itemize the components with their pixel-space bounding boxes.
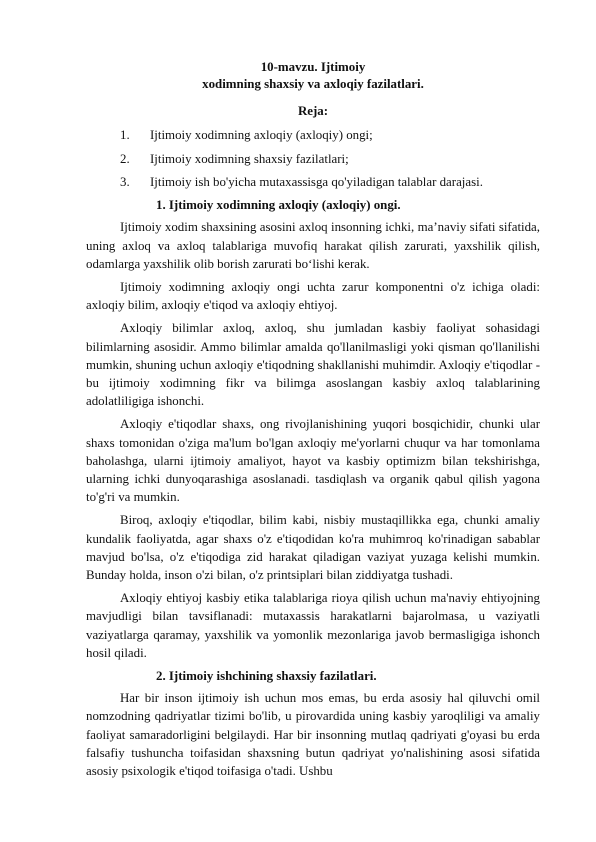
paragraph: Axloqiy e'tiqodlar shaxs, ong rivojlanishining yuqori bosqichidir, chunki ular shaxs tomonidan o'ziga ma'lum bo'lgan axloqiy me'yorlarni chuqur va har tomonlama baholashga, ularni ijtimoiy amaliyot, hayot va kasbiy optimizm bilan tekshirishga, ularning ichki dunyoqarashiga asoslanadi. tasdiqlash va organik qabul qilish yagona to'g'ri va mumkin. — [86, 417, 540, 505]
paragraph: Biroq, axloqiy e'tiqodlar, bilim kabi, nisbiy mustaqillikka ega, chunki amaliy kundalik faoliyatda, agar shaxs o'z e'tiqodidan ko'ra muhimroq ko'rinadigan sabablar mavjud bo'lsa, o'z e'tiqodiga zid harakat qiladigan vaziyat yuzaga kelishi mumkin. Bunday holda, inson o'zi bilan, o'z printsiplari bilan ziddiyatga tushadi. — [86, 513, 540, 582]
plan-list — [86, 126, 540, 191]
plan-item-number: 1. — [120, 128, 130, 143]
section-2-heading: 2. Ijtimoiy ishchining shaxsiy fazilatlari. — [156, 668, 377, 683]
plan-item — [86, 173, 540, 191]
plan-item — [86, 150, 540, 168]
plan-item-number: 2. — [120, 151, 130, 166]
paragraph: Axloqiy ehtiyoj kasbiy etika talablariga rioya qilish uchun ma'naviy ehtiyojning mavjudligi bilan tavsiflanadi: mutaxassis harakatlarni bajarolmasa, u vaziyatli vaziyatlarga qaramay, yaxshilik va yomonlik mezonlariga javob bermasligiga ishonch hosil qiladi. — [86, 591, 540, 660]
plan-item-text: Ijtimoiy xodimning axloqiy (axloqiy) ongi; — [150, 128, 373, 143]
paragraph: Ijtimoiy xodim shaxsining asosini axloq insonning ichki, ma’naviy sifati sifatida, uning axloq va axloq talablariga muvofiq harakat qilish zarurati, yaxshilik qilish, odamlarga yaxshilik olib borish zarurati bo‘lishi kerak. — [86, 220, 540, 271]
plan-item-text: Ijtimoiy xodimning shaxsiy fazilatlari; — [150, 151, 349, 166]
document-title — [86, 59, 540, 93]
paragraph: Axloqiy bilimlar axloq, axloq, shu jumladan kasbiy faoliyat sohasidagi bilimlarning asosidir. Ammo bilimlar amalda qo'llanilmasligi yoki qisman qo'llanilishi mumkin, shuning uchun axloqiy e'tiqodning shakllanishi muhimdir. Axloqiy e'tiqodlar - bu ijtimoiy xodimning fikr va bilimga asoslangan kasbiy axloq talablarining adolatliligiga ishonchi. — [86, 321, 540, 409]
section-1-heading: 1. Ijtimoiy xodimning axloqiy (axloqiy) ongi. — [156, 198, 401, 213]
plan-item-text: Ijtimoiy ish bo'yicha mutaxassisga qo'yiladigan talablar darajasi. — [150, 174, 483, 189]
paragraph: Har bir inson ijtimoiy ish uchun mos emas, bu erda asosiy hal qiluvchi omil nomzodning qadriyatlar tizimi bo'lib, u pirovardida uning kasbiy yaroqliligi va amaliy faoliyat samaradorligini belgilaydi. Har bir insonning mutlaq qadriyati g'oyasi bu erda falsafiy tushuncha toifasidan shaxsning butun qadriyat yo'nalishining asosi sifatida asosiy psixologik e'tiqod toifasiga o'tadi. Ushbu — [86, 691, 540, 778]
plan-item-number: 3. — [120, 174, 130, 189]
title-line-2: xodimning shaxsiy va axloqiy fazilatlari. — [202, 77, 424, 91]
paragraph: Ijtimoiy xodimning axloqiy ongi uchta zarur komponentni o'z ichiga oladi: axloqiy bilim, axloqiy e'tiqod va axloqiy ehtiyoj. — [86, 279, 540, 313]
title-line-1: 10-mavzu. Ijtimoiy — [260, 60, 366, 74]
plan-item — [86, 126, 540, 144]
plan-heading: Reja: — [297, 104, 329, 118]
